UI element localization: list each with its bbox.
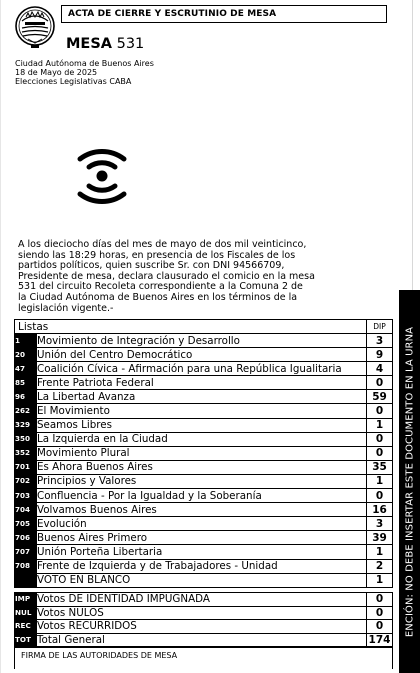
list-name: La Izquierda en la Ciudad bbox=[37, 432, 367, 446]
list-name: Evolución bbox=[37, 517, 367, 531]
table-row bbox=[15, 474, 393, 488]
list-code: 85 bbox=[15, 376, 37, 390]
statement-line: partidos políticos, quien suscribe Sr. con DNI 94566709, bbox=[18, 260, 285, 272]
signature-box bbox=[14, 647, 393, 669]
statement-line: la Ciudad Autónoma de Buenos Aires en los términos de la bbox=[18, 291, 298, 303]
list-name: El Movimiento bbox=[37, 404, 367, 418]
election-text: Elecciones Legislativas CABA bbox=[15, 76, 132, 86]
list-code: REC bbox=[15, 620, 37, 634]
vote-count: 1 bbox=[367, 545, 393, 559]
list-code: 352 bbox=[15, 446, 37, 460]
list-name: VOTO EN BLANCO bbox=[37, 573, 367, 587]
vote-count: 0 bbox=[367, 593, 393, 607]
document-title: ACTA DE CIERRE Y ESCRUTINIO DE MESA bbox=[61, 5, 387, 23]
list-name: Volvamos Buenos Aires bbox=[37, 503, 367, 517]
table-row bbox=[15, 446, 393, 460]
list-name: Buenos Aires Primero bbox=[37, 531, 367, 545]
table-row bbox=[15, 503, 393, 517]
vote-count: 1 bbox=[367, 474, 393, 488]
dip-header: DIP bbox=[367, 320, 393, 334]
list-name: Es Ahora Buenos Aires bbox=[37, 460, 367, 474]
list-name: Total General bbox=[37, 633, 367, 647]
list-code: 708 bbox=[15, 559, 37, 573]
mesa-heading bbox=[66, 36, 144, 52]
vote-count: 3 bbox=[367, 517, 393, 531]
list-name: Coalición Cívica - Afirmación para una República Igualitaria bbox=[37, 362, 367, 376]
table-row bbox=[15, 606, 393, 620]
list-code: 706 bbox=[15, 531, 37, 545]
vote-count: 0 bbox=[367, 620, 393, 634]
table-row bbox=[15, 489, 393, 503]
mesa-number: 531 bbox=[116, 36, 145, 52]
list-code: NUL bbox=[15, 606, 37, 620]
vote-count: 3 bbox=[367, 334, 393, 348]
table-row bbox=[15, 633, 393, 647]
list-code: TOT bbox=[15, 633, 37, 647]
list-name: Votos DE IDENTIDAD IMPUGNADA bbox=[37, 593, 367, 607]
list-code: 705 bbox=[15, 517, 37, 531]
table-row bbox=[15, 620, 393, 634]
table-row bbox=[15, 390, 393, 404]
list-name: Movimiento Plural bbox=[37, 446, 367, 460]
table-row bbox=[15, 559, 393, 573]
list-name: Votos RECURRIDOS bbox=[37, 620, 367, 634]
vote-count: 2 bbox=[367, 559, 393, 573]
list-code: 704 bbox=[15, 503, 37, 517]
contactless-qr-icon bbox=[70, 125, 134, 217]
vote-count: 35 bbox=[367, 460, 393, 474]
table-row bbox=[15, 418, 393, 432]
vote-count: 59 bbox=[367, 390, 393, 404]
statement-line: legislación vigente.- bbox=[18, 302, 114, 314]
list-name: La Libertad Avanza bbox=[37, 390, 367, 404]
list-code: 1 bbox=[15, 334, 37, 348]
table-row bbox=[15, 404, 393, 418]
list-code bbox=[15, 573, 37, 587]
table-row bbox=[15, 573, 393, 587]
vote-count: 1 bbox=[367, 573, 393, 587]
list-name: Confluencia - Por la Igualdad y la Soberanía bbox=[37, 489, 367, 503]
list-name: Frente de Izquierda y de Trabajadores - Unidad bbox=[37, 559, 367, 573]
list-code: 707 bbox=[15, 545, 37, 559]
vote-count: 0 bbox=[367, 432, 393, 446]
list-code: 47 bbox=[15, 362, 37, 376]
list-name: Votos NULOS bbox=[37, 606, 367, 620]
table-row bbox=[15, 517, 393, 531]
closing-statement bbox=[18, 240, 373, 314]
table-row bbox=[15, 460, 393, 474]
side-warning-text: ENCIÓN: NO DEBE INSERTAR ESTE DOCUMENTO EN LA URNA bbox=[404, 326, 415, 637]
list-code: IMP bbox=[15, 593, 37, 607]
list-name: Seamos Libres bbox=[37, 418, 367, 432]
totals-table bbox=[14, 592, 393, 647]
table-row bbox=[15, 432, 393, 446]
vote-count: 0 bbox=[367, 376, 393, 390]
vote-count: 0 bbox=[367, 446, 393, 460]
vote-count: 174 bbox=[367, 633, 393, 647]
statement-line: siendo las 18:29 horas, en presencia de los Fiscales de los bbox=[18, 249, 296, 261]
vote-count: 9 bbox=[367, 348, 393, 362]
list-code: 96 bbox=[15, 390, 37, 404]
date-text: 18 de Mayo de 2025 bbox=[15, 67, 98, 77]
page-edge bbox=[0, 0, 7, 673]
vote-count: 4 bbox=[367, 362, 393, 376]
election-info bbox=[15, 60, 154, 86]
vote-count: 0 bbox=[367, 489, 393, 503]
table-row bbox=[15, 376, 393, 390]
vote-count: 16 bbox=[367, 503, 393, 517]
list-name: Unión Porteña Libertaria bbox=[37, 545, 367, 559]
table-row bbox=[15, 531, 393, 545]
table-row bbox=[15, 545, 393, 559]
vote-count: 0 bbox=[367, 404, 393, 418]
list-code: 350 bbox=[15, 432, 37, 446]
list-code: 262 bbox=[15, 404, 37, 418]
statement-line: Presidente de mesa, declara clausurado el comicio en la mesa bbox=[18, 270, 315, 282]
side-warning-banner bbox=[399, 290, 420, 673]
table-row bbox=[15, 334, 393, 348]
vote-count: 0 bbox=[367, 606, 393, 620]
signature-label: FIRMA DE LAS AUTORIDADES DE MESA bbox=[21, 651, 178, 660]
list-name: Movimiento de Integración y Desarrollo bbox=[37, 334, 367, 348]
list-code: 329 bbox=[15, 418, 37, 432]
city-seal-icon bbox=[14, 5, 56, 49]
statement-line: 531 del circuito Recoleta correspondiente a la Comuna 2 de bbox=[18, 281, 303, 293]
table-row bbox=[15, 362, 393, 376]
list-code: 701 bbox=[15, 460, 37, 474]
list-name: Frente Patriota Federal bbox=[37, 376, 367, 390]
city-text: Ciudad Autónoma de Buenos Aires bbox=[15, 59, 154, 68]
table-row bbox=[15, 593, 393, 607]
vote-count: 1 bbox=[367, 418, 393, 432]
list-name: Principios y Valores bbox=[37, 474, 367, 488]
results-table bbox=[14, 319, 393, 588]
list-code: 20 bbox=[15, 348, 37, 362]
list-code: 703 bbox=[15, 489, 37, 503]
table-row bbox=[15, 348, 393, 362]
statement-line: A los dieciocho días del mes de mayo de dos mil veinticinco, bbox=[18, 239, 307, 250]
vote-count: 39 bbox=[367, 531, 393, 545]
mesa-label: MESA bbox=[66, 36, 112, 52]
list-code: 702 bbox=[15, 474, 37, 488]
list-name: Unión del Centro Democrático bbox=[37, 348, 367, 362]
lists-header: Listas bbox=[15, 320, 367, 334]
table-header-row bbox=[15, 320, 393, 334]
